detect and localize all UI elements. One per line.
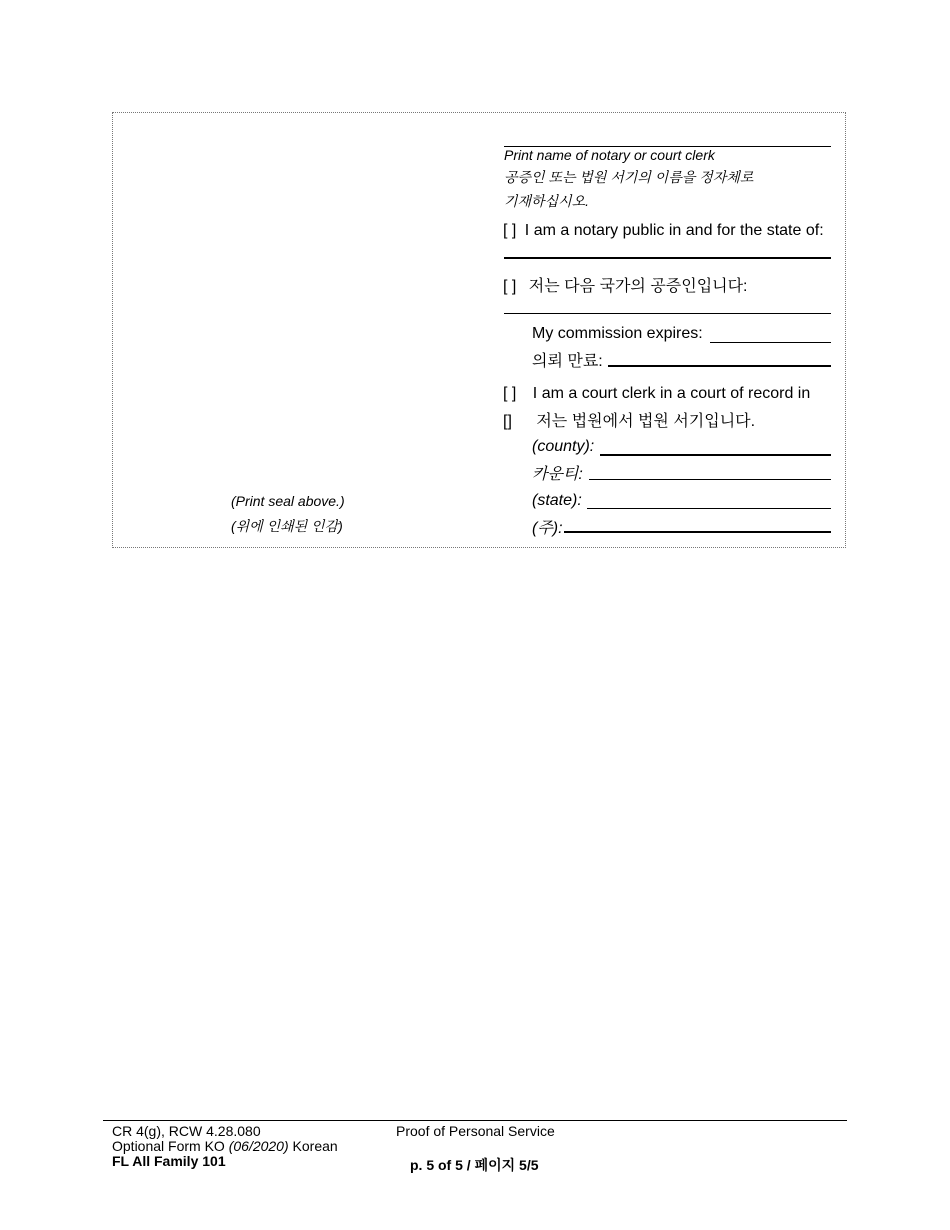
state-line-ko[interactable] xyxy=(564,531,831,533)
notary-label-en: I am a notary public in and for the state of: xyxy=(524,222,824,239)
clerk-label-ko: 저는 법원에서 법원 서기입니다. xyxy=(536,413,756,430)
notary-label-ko: 저는 다음 국가의 공증인입니다: xyxy=(528,278,748,295)
footer-optional-form-suffix: Korean xyxy=(288,1138,338,1154)
state-label-en: (state): xyxy=(532,492,582,509)
print-name-label-ko-2: 기재하십시오. xyxy=(504,193,590,209)
notary-option-ko xyxy=(503,273,748,296)
seal-label-ko: (위에 인쇄된 인감) xyxy=(231,518,343,534)
clerk-checkbox[interactable]: [ ] xyxy=(503,385,517,402)
notary-state-line-ko[interactable] xyxy=(504,313,831,314)
print-name-label-en: Print name of notary or court clerk xyxy=(504,147,715,163)
commission-expires-line-ko[interactable] xyxy=(608,365,831,367)
notary-checkbox[interactable]: [ ] xyxy=(503,222,517,239)
notary-option xyxy=(503,222,824,240)
county-line-ko[interactable] xyxy=(589,479,831,480)
clerk-checkbox-ko[interactable]: [] xyxy=(503,413,512,430)
county-line[interactable] xyxy=(600,454,831,456)
clerk-option-ko xyxy=(503,408,755,431)
commission-expires-label-en: My commission expires: xyxy=(532,325,703,342)
county-label-ko: 카운티: xyxy=(532,466,583,483)
footer-citation: CR 4(g), RCW 4.28.080 xyxy=(112,1123,261,1139)
footer-form-id: FL All Family 101 xyxy=(112,1153,226,1169)
footer-rule xyxy=(103,1120,847,1121)
clerk-label-en: I am a court clerk in a court of record in xyxy=(532,385,811,402)
state-label-ko: (주): xyxy=(532,520,563,537)
footer-title: Proof of Personal Service xyxy=(396,1123,555,1139)
print-name-label-ko-1: 공증인 또는 법원 서기의 이름을 정자체로 xyxy=(504,169,754,185)
clerk-option xyxy=(503,385,810,403)
seal-label-en: (Print seal above.) xyxy=(231,493,345,509)
footer-page-number: p. 5 of 5 / 페이지 5/5 xyxy=(410,1157,539,1173)
footer-optional-form-date: (06/2020) xyxy=(228,1138,289,1154)
footer-optional-form-prefix: Optional Form KO xyxy=(112,1138,229,1154)
county-label-en: (county): xyxy=(532,438,595,455)
commission-expires-line[interactable] xyxy=(710,342,831,343)
state-line[interactable] xyxy=(587,508,831,509)
commission-expires-label-ko: 의뢰 만료: xyxy=(532,353,603,370)
notary-state-line[interactable] xyxy=(504,257,831,259)
footer-optional-form xyxy=(112,1138,338,1154)
notary-checkbox-ko[interactable]: [ ] xyxy=(503,278,517,295)
